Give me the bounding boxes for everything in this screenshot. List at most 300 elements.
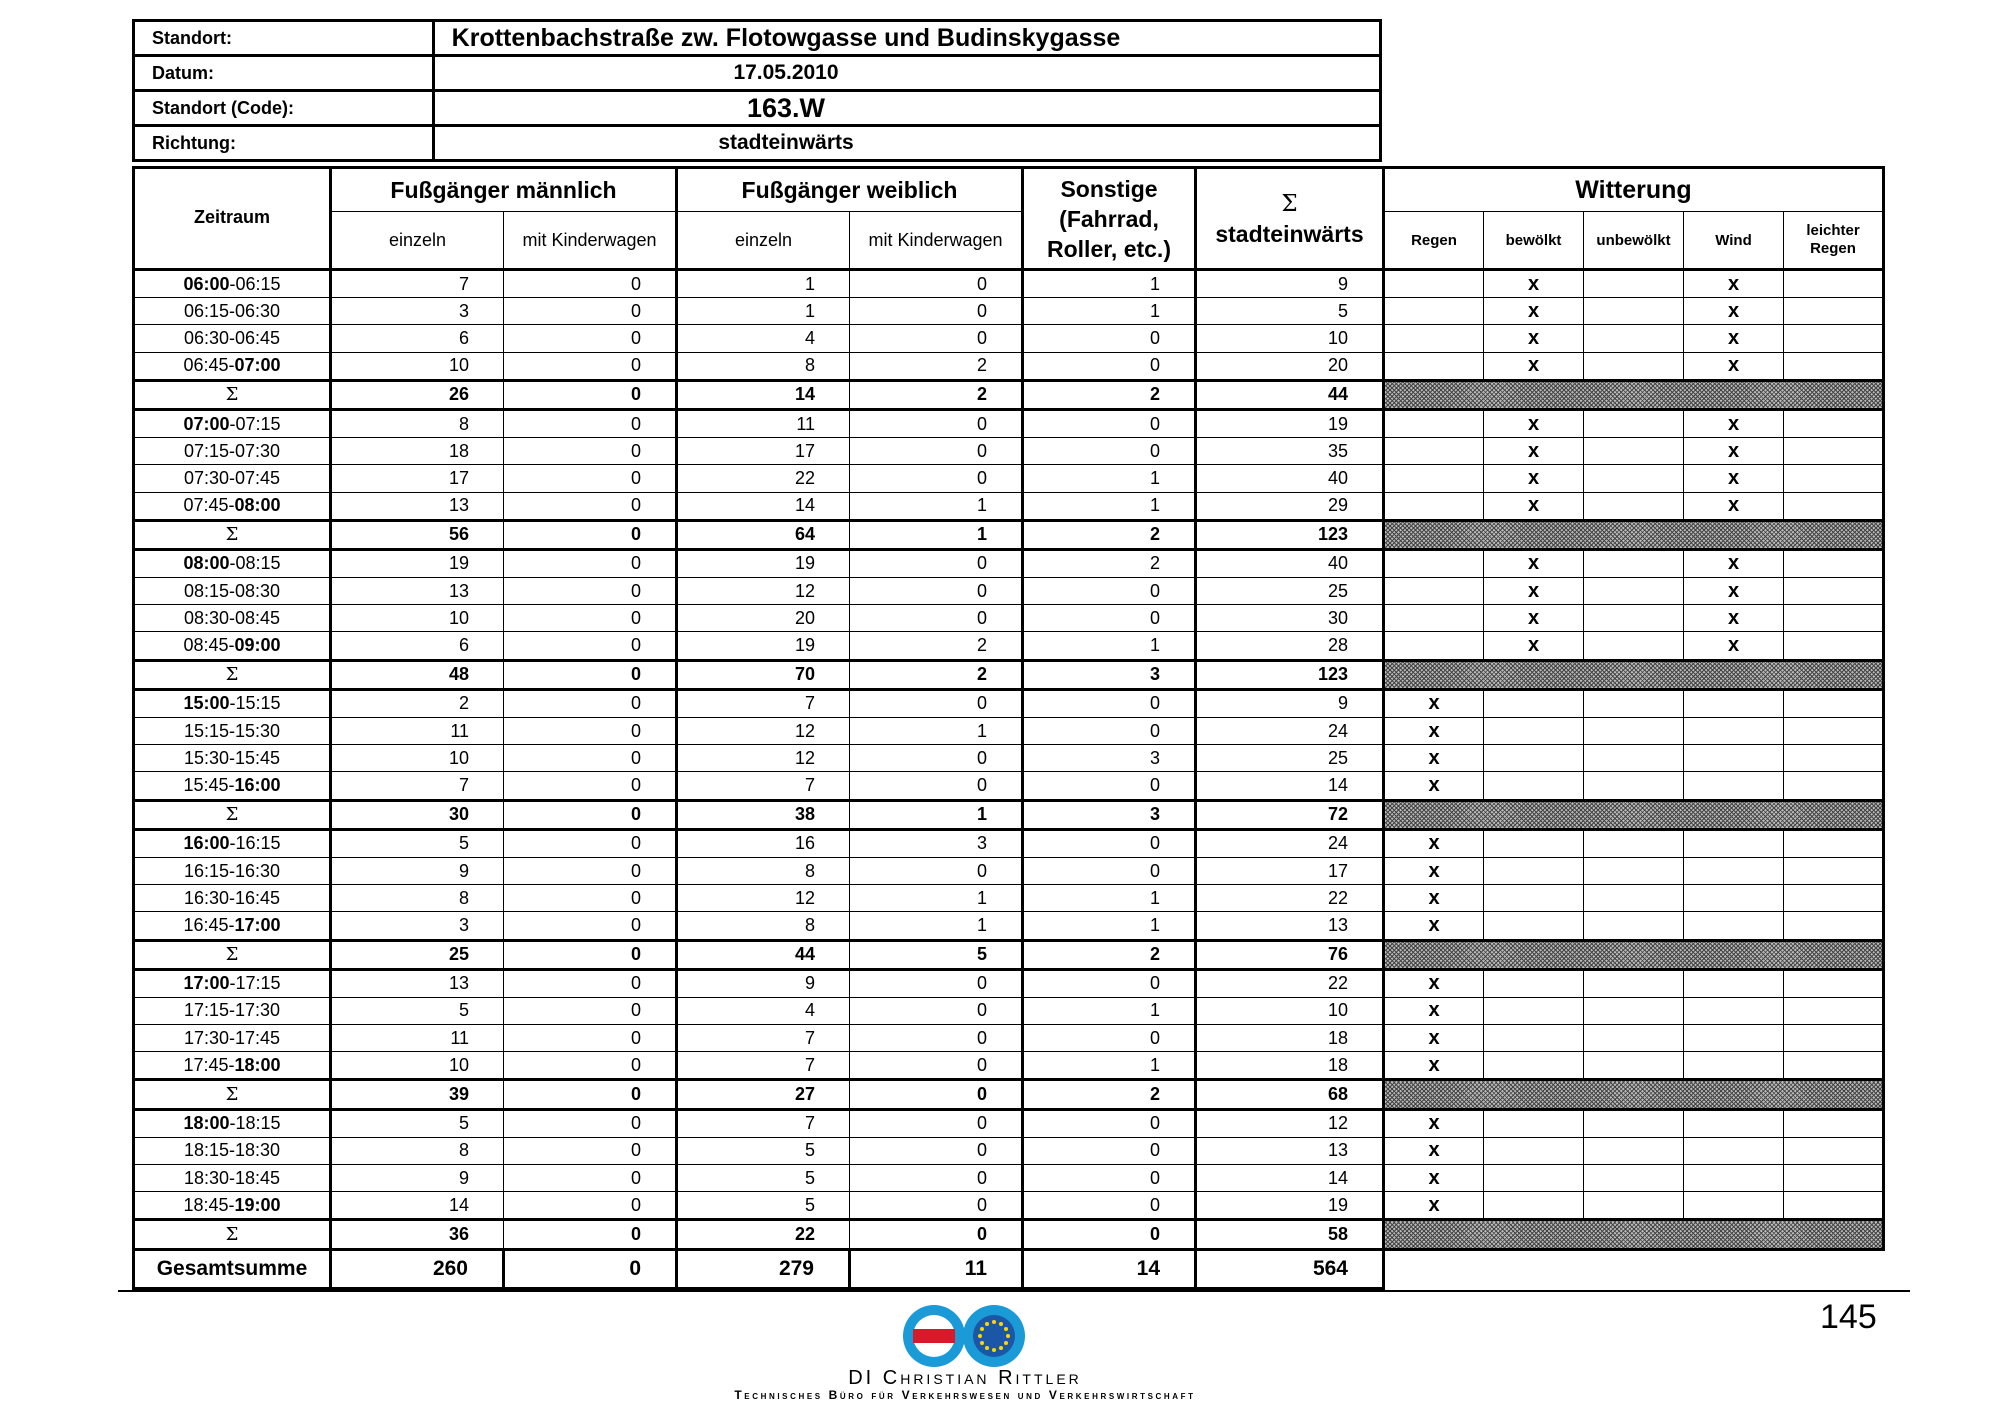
count-cell: 9	[1196, 689, 1384, 717]
weather-col-leichter-regen: leichter Regen	[1784, 212, 1884, 270]
count-cell: 24	[1196, 718, 1384, 745]
count-cell: 1	[1023, 298, 1196, 325]
weather-cell	[1684, 549, 1784, 577]
count-cell: 0	[850, 1165, 1023, 1192]
weather-cell	[1684, 1109, 1784, 1137]
count-cell: 5	[1196, 298, 1384, 325]
count-cell: 9	[1196, 270, 1384, 298]
weather-cell	[1684, 772, 1784, 800]
count-cell: 1	[850, 885, 1023, 912]
subtotal-cell: 3	[1023, 660, 1196, 689]
weather-hatch	[1384, 800, 1884, 829]
count-cell: 0	[1023, 1192, 1196, 1220]
weather-cell	[1484, 772, 1584, 800]
weather-cell	[1784, 857, 1884, 884]
weather-cell	[1384, 270, 1484, 298]
time-start: 18:00	[183, 1113, 230, 1134]
count-cell: 3	[331, 298, 504, 325]
count-cell: 0	[504, 829, 677, 857]
count-cell: 0	[504, 1192, 677, 1220]
count-cell: 14	[331, 1192, 504, 1220]
subtotal-cell: 39	[331, 1080, 504, 1109]
weather-mark: x	[1527, 299, 1540, 322]
weather-cell	[1484, 1109, 1584, 1137]
count-cell: 0	[850, 1192, 1023, 1220]
count-cell: 10	[331, 745, 504, 772]
weather-cell	[1384, 578, 1484, 605]
subtotal-row	[134, 940, 1884, 969]
header-sum	[1196, 168, 1384, 270]
weather-cell	[1584, 1192, 1684, 1220]
time-cell	[134, 1165, 331, 1192]
time-start: 06:45-	[183, 355, 235, 376]
subtotal-cell: 68	[1196, 1080, 1384, 1109]
counts-table	[132, 166, 1885, 1290]
time-start: 16:30-16:45	[183, 887, 281, 908]
table-row	[134, 969, 1884, 997]
subtotal-cell: 3	[1023, 800, 1196, 829]
weather-cell	[1684, 1052, 1784, 1080]
subtotal-cell: 64	[677, 520, 850, 549]
company-subtitle: Technisches Büro für Verkehrswesen und Verkehrswirtschaft	[734, 1388, 1196, 1402]
weather-cell	[1484, 1137, 1584, 1164]
standort-value: Krottenbachstraße zw. Flotowgasse und Budinskygasse	[434, 21, 1381, 56]
count-cell: 0	[1023, 718, 1196, 745]
weather-cell	[1684, 465, 1784, 492]
count-cell: 13	[331, 969, 504, 997]
total-cell: 0	[504, 1249, 677, 1288]
weather-hatch	[1384, 1220, 1884, 1249]
subtotal-cell: 38	[677, 800, 850, 829]
subtotal-cell: 2	[1023, 940, 1196, 969]
subtotal-cell: 1	[850, 800, 1023, 829]
weather-hatch	[1384, 940, 1884, 969]
table-row	[134, 885, 1884, 912]
time-start: 07:45-	[183, 495, 235, 516]
weather-cell	[1384, 1165, 1484, 1192]
count-cell: 1	[850, 718, 1023, 745]
weather-cell	[1684, 745, 1784, 772]
count-cell: 0	[504, 1109, 677, 1137]
table-row	[134, 578, 1884, 605]
time-cell	[134, 578, 331, 605]
time-cell	[134, 270, 331, 298]
time-cell	[134, 409, 331, 437]
weather-cell	[1484, 578, 1584, 605]
count-cell: 1	[677, 270, 850, 298]
total-cell: 260	[331, 1249, 504, 1288]
count-cell: 0	[504, 1165, 677, 1192]
table-row	[134, 298, 1884, 325]
weather-cell	[1784, 605, 1884, 632]
count-cell: 0	[850, 857, 1023, 884]
weather-cell	[1684, 1025, 1784, 1052]
weather-mark: x	[1727, 412, 1740, 435]
subheader-row	[134, 212, 1884, 270]
count-cell: 17	[677, 438, 850, 465]
time-start: 16:00	[183, 833, 230, 854]
table-row	[134, 1165, 1884, 1192]
weather-mark: x	[1428, 886, 1440, 909]
count-cell: 5	[331, 997, 504, 1024]
count-cell: 25	[1196, 745, 1384, 772]
count-cell: 24	[1196, 829, 1384, 857]
count-cell: 0	[850, 772, 1023, 800]
weather-cell	[1584, 409, 1684, 437]
count-cell: 16	[677, 829, 850, 857]
count-cell: 18	[1196, 1025, 1384, 1052]
weather-cell	[1484, 1192, 1584, 1220]
subtotal-row	[134, 520, 1884, 549]
count-cell: 13	[1196, 912, 1384, 940]
count-cell: 0	[850, 1025, 1023, 1052]
time-cell	[134, 492, 331, 520]
weather-cell	[1684, 1137, 1784, 1164]
total-cell: 564	[1196, 1249, 1384, 1288]
weather-cell	[1584, 438, 1684, 465]
table-row	[134, 1137, 1884, 1164]
weather-cell	[1684, 1165, 1784, 1192]
count-cell: 1	[850, 492, 1023, 520]
header-weather: Witterung	[1384, 168, 1884, 212]
table-row	[134, 829, 1884, 857]
weather-cell	[1484, 465, 1584, 492]
time-cell	[134, 632, 331, 660]
time-start: 06:30-06:45	[183, 327, 281, 348]
count-cell: 0	[1023, 969, 1196, 997]
weather-mark: x	[1428, 1053, 1440, 1076]
time-end: -17:15	[229, 973, 281, 994]
count-cell: 20	[677, 605, 850, 632]
subtotal-cell: 0	[504, 380, 677, 409]
standort-label: Standort:	[134, 21, 434, 56]
weather-cell	[1384, 465, 1484, 492]
weather-cell	[1484, 969, 1584, 997]
count-cell: 1	[1023, 1052, 1196, 1080]
count-cell: 0	[1023, 409, 1196, 437]
weather-cell	[1784, 1052, 1884, 1080]
time-start: 06:00	[183, 273, 230, 294]
weather-cell	[1384, 492, 1484, 520]
weather-cell	[1484, 857, 1584, 884]
weather-cell	[1684, 492, 1784, 520]
subtotal-cell: 2	[1023, 1080, 1196, 1109]
weather-mark: x	[1428, 999, 1440, 1022]
count-cell: 8	[331, 1137, 504, 1164]
time-cell	[134, 689, 331, 717]
time-cell	[134, 298, 331, 325]
weather-cell	[1584, 689, 1684, 717]
weather-mark: x	[1727, 326, 1740, 349]
table-row	[134, 1052, 1884, 1080]
count-cell: 0	[504, 492, 677, 520]
weather-cell	[1584, 1109, 1684, 1137]
count-cell: 19	[677, 632, 850, 660]
header-female-stroller: mit Kinderwagen	[850, 212, 1023, 270]
weather-cell	[1684, 718, 1784, 745]
count-cell: 12	[677, 885, 850, 912]
company-name: DI Christian Rittler	[848, 1367, 1082, 1389]
weather-mark: x	[1428, 719, 1440, 742]
weather-cell	[1584, 465, 1684, 492]
table-row	[134, 438, 1884, 465]
weather-cell	[1584, 578, 1684, 605]
time-start: 17:45-	[183, 1054, 235, 1075]
count-cell: 0	[1023, 829, 1196, 857]
weather-cell	[1684, 578, 1784, 605]
subtotal-cell: 48	[331, 660, 504, 689]
subtotal-cell: 0	[504, 940, 677, 969]
count-cell: 0	[850, 549, 1023, 577]
weather-cell	[1584, 829, 1684, 857]
count-cell: 18	[1196, 1052, 1384, 1080]
weather-cell	[1384, 352, 1484, 380]
weather-cell	[1584, 1052, 1684, 1080]
weather-cell	[1784, 438, 1884, 465]
total-cell: 11	[850, 1249, 1023, 1288]
table-row	[134, 409, 1884, 437]
count-cell: 0	[504, 298, 677, 325]
count-cell: 1	[850, 912, 1023, 940]
count-cell: 12	[677, 578, 850, 605]
count-cell: 9	[331, 857, 504, 884]
weather-cell	[1784, 1165, 1884, 1192]
subtotal-cell: 5	[850, 940, 1023, 969]
weather-cell	[1384, 325, 1484, 352]
time-start: 18:15-18:30	[183, 1140, 281, 1161]
count-cell: 11	[331, 1025, 504, 1052]
subtotal-symbol: Σ	[134, 940, 331, 969]
logo-flag-stripe	[913, 1329, 955, 1343]
count-cell: 13	[1196, 1137, 1384, 1164]
count-cell: 19	[1196, 1192, 1384, 1220]
weather-cell	[1384, 605, 1484, 632]
count-cell: 12	[677, 745, 850, 772]
datum-value: 17.05.2010	[434, 56, 1381, 91]
time-start: 15:30-15:45	[183, 747, 281, 768]
time-cell	[134, 969, 331, 997]
table-row	[134, 912, 1884, 940]
subtotal-cell: 0	[504, 660, 677, 689]
weather-cell	[1484, 492, 1584, 520]
weather-cell	[1384, 689, 1484, 717]
count-cell: 0	[504, 997, 677, 1024]
subtotal-cell: 0	[850, 1220, 1023, 1249]
count-cell: 0	[504, 969, 677, 997]
weather-mark: x	[1527, 466, 1540, 489]
weather-cell	[1584, 298, 1684, 325]
count-cell: 0	[504, 718, 677, 745]
count-cell: 12	[1196, 1109, 1384, 1137]
total-empty	[1384, 1249, 1884, 1288]
count-cell: 0	[1023, 1025, 1196, 1052]
count-cell: 2	[331, 689, 504, 717]
count-cell: 1	[1023, 912, 1196, 940]
count-cell: 18	[331, 438, 504, 465]
weather-mark: x	[1727, 606, 1740, 629]
weather-cell	[1784, 578, 1884, 605]
weather-cell	[1484, 409, 1584, 437]
time-cell	[134, 1137, 331, 1164]
time-cell	[134, 718, 331, 745]
subtotal-row	[134, 1220, 1884, 1249]
count-cell: 19	[677, 549, 850, 577]
weather-mark: x	[1428, 1026, 1440, 1049]
footer-rule	[118, 1290, 1910, 1292]
weather-mark: x	[1527, 326, 1540, 349]
subtotal-cell: 44	[1196, 380, 1384, 409]
subtotal-symbol: Σ	[134, 380, 331, 409]
weather-cell	[1584, 1165, 1684, 1192]
count-cell: 0	[850, 745, 1023, 772]
weather-cell	[1784, 997, 1884, 1024]
table-row	[134, 997, 1884, 1024]
count-cell: 0	[504, 578, 677, 605]
count-cell: 10	[331, 605, 504, 632]
table-row	[134, 549, 1884, 577]
count-cell: 2	[1023, 549, 1196, 577]
time-start: 16:45-	[183, 914, 235, 935]
weather-cell	[1584, 492, 1684, 520]
header-info-table	[132, 19, 1382, 162]
count-cell: 6	[331, 632, 504, 660]
weather-cell	[1684, 829, 1784, 857]
header-male-stroller: mit Kinderwagen	[504, 212, 677, 270]
subtotal-cell: 0	[1023, 1220, 1196, 1249]
weather-cell	[1584, 997, 1684, 1024]
total-label: Gesamtsumme	[134, 1249, 331, 1288]
richtung-value: stadteinwärts	[434, 126, 1381, 161]
count-cell: 0	[850, 438, 1023, 465]
time-cell	[134, 745, 331, 772]
count-cell: 25	[1196, 578, 1384, 605]
weather-cell	[1484, 605, 1584, 632]
count-cell: 0	[850, 298, 1023, 325]
weather-mark: x	[1428, 692, 1440, 715]
header-sum-label: stadteinwärts	[1215, 220, 1364, 247]
subtotal-row	[134, 380, 1884, 409]
company-logo	[900, 1302, 1030, 1370]
weather-cell	[1384, 829, 1484, 857]
total-cell: 14	[1023, 1249, 1196, 1288]
count-cell: 0	[504, 772, 677, 800]
weather-hatch	[1384, 1080, 1884, 1109]
count-cell: 7	[677, 1109, 850, 1137]
weather-cell	[1584, 969, 1684, 997]
count-cell: 10	[331, 352, 504, 380]
count-cell: 1	[1023, 997, 1196, 1024]
count-cell: 4	[677, 325, 850, 352]
weather-mark: x	[1527, 354, 1540, 377]
count-cell: 7	[677, 1052, 850, 1080]
subtotal-cell: 123	[1196, 660, 1384, 689]
count-cell: 2	[850, 632, 1023, 660]
count-cell: 7	[677, 772, 850, 800]
count-cell: 0	[504, 1025, 677, 1052]
count-cell: 19	[331, 549, 504, 577]
time-start: 15:15-15:30	[183, 720, 281, 741]
count-cell: 0	[504, 1137, 677, 1164]
subtotal-cell: 30	[331, 800, 504, 829]
subtotal-symbol: Σ	[134, 1080, 331, 1109]
weather-cell	[1484, 352, 1584, 380]
count-cell: 0	[504, 438, 677, 465]
table-row	[134, 492, 1884, 520]
table-row	[134, 632, 1884, 660]
count-cell: 11	[331, 718, 504, 745]
weather-cell	[1384, 912, 1484, 940]
weather-mark: x	[1727, 354, 1740, 377]
time-end: 19:00	[234, 1194, 281, 1215]
weather-cell	[1584, 1025, 1684, 1052]
weather-cell	[1684, 912, 1784, 940]
count-cell: 0	[850, 997, 1023, 1024]
weather-mark: x	[1727, 494, 1740, 517]
weather-cell	[1684, 438, 1784, 465]
subtotal-symbol: Σ	[134, 660, 331, 689]
count-cell: 0	[850, 409, 1023, 437]
weather-mark: x	[1428, 1166, 1440, 1189]
weather-cell	[1384, 969, 1484, 997]
weather-cell	[1784, 1109, 1884, 1137]
time-start: 07:30-07:45	[183, 467, 281, 488]
weather-mark: x	[1727, 272, 1740, 295]
weather-cell	[1384, 409, 1484, 437]
time-cell	[134, 352, 331, 380]
weather-mark: x	[1727, 439, 1740, 462]
table-row	[134, 1025, 1884, 1052]
count-cell: 17	[1196, 857, 1384, 884]
subtotal-cell: 2	[1023, 520, 1196, 549]
weather-mark: x	[1727, 579, 1740, 602]
weather-cell	[1584, 745, 1684, 772]
count-cell: 20	[1196, 352, 1384, 380]
weather-cell	[1784, 409, 1884, 437]
count-cell: 0	[850, 1137, 1023, 1164]
weather-cell	[1784, 772, 1884, 800]
weather-cell	[1584, 912, 1684, 940]
weather-mark: x	[1428, 859, 1440, 882]
table-row	[134, 325, 1884, 352]
weather-cell	[1784, 549, 1884, 577]
weather-cell	[1384, 885, 1484, 912]
count-cell: 0	[1023, 352, 1196, 380]
count-cell: 5	[677, 1192, 850, 1220]
count-cell: 0	[504, 352, 677, 380]
header-female-single: einzeln	[677, 212, 850, 270]
subtotal-cell: 25	[331, 940, 504, 969]
count-cell: 0	[504, 409, 677, 437]
weather-cell	[1384, 1137, 1484, 1164]
count-cell: 0	[850, 1052, 1023, 1080]
weather-col-regen: Regen	[1384, 212, 1484, 270]
count-cell: 0	[850, 605, 1023, 632]
weather-cell	[1384, 718, 1484, 745]
count-cell: 0	[850, 325, 1023, 352]
code-value: 163.W	[434, 91, 1381, 126]
weather-cell	[1484, 912, 1584, 940]
count-cell: 22	[677, 465, 850, 492]
count-cell: 7	[677, 689, 850, 717]
count-cell: 13	[331, 578, 504, 605]
weather-mark: x	[1727, 552, 1740, 575]
weather-cell	[1484, 997, 1584, 1024]
count-cell: 6	[331, 325, 504, 352]
weather-cell	[1484, 829, 1584, 857]
count-cell: 0	[504, 632, 677, 660]
weather-cell	[1584, 549, 1684, 577]
count-cell: 1	[1023, 885, 1196, 912]
